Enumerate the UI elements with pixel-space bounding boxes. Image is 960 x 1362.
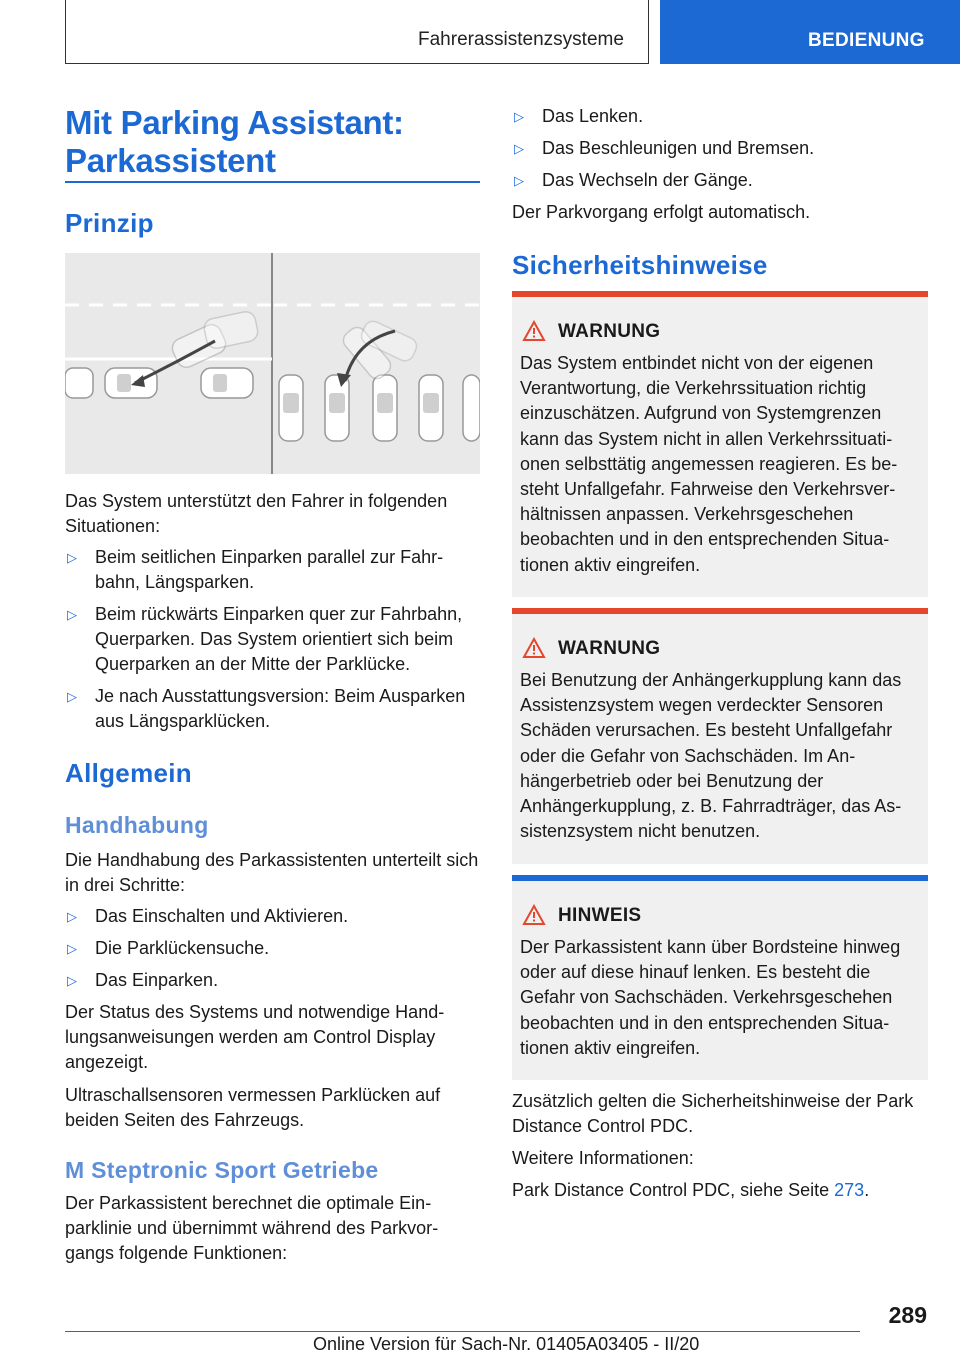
footer-rule (65, 1331, 860, 1332)
triangle-bullet-icon: ▷ (67, 689, 77, 704)
note-bar (512, 875, 928, 881)
note-text: Der Parkassistent kann über Bordsteine hinweg oder auf diese hinauf lenken. Es besteht die Gefahr von Sachschäden. Verkehrsgeschehen beobachten und in den entsprechenden Situationen aktiv eingreifen. (520, 937, 901, 1058)
zusatz-text: Zusätzlich gelten die Sicherheitshinweise der Park Distance Control PDC. (512, 1091, 914, 1136)
heading-msteptronic: M Steptronic Sport Getriebe (65, 1157, 379, 1183)
triangle-bullet-icon: ▷ (514, 109, 524, 124)
status-text: Der Status des Systems und notwendige Handlungsanweisungen werden am Control Display angezeigt. (65, 1002, 445, 1072)
triangle-bullet-icon: ▷ (67, 550, 77, 565)
triangle-bullet-icon: ▷ (514, 141, 524, 156)
ultraschall-text: Ultraschallsensoren vermessen Parklücken auf beiden Seiten des Fahrzeugs. (65, 1085, 441, 1130)
warning-title: WARNUNG (558, 638, 661, 659)
triangle-bullet-icon: ▷ (67, 941, 77, 956)
auto-text: Der Parkvorgang erfolgt automatisch. (512, 202, 811, 222)
heading-sicherheitshinweise: Sicherheitshinweise (512, 250, 768, 280)
footer-version: Online Version für Sach-Nr. 01405A03405 - II/20 (313, 1334, 700, 1354)
page-number: 289 (888, 1302, 927, 1328)
list-item: ▷ Das Einparken. (65, 968, 480, 993)
warning-triangle-icon (522, 320, 546, 342)
list-item: ▷ Das Lenken. (512, 104, 927, 129)
intro-text: Das System unterstützt den Fahrer in folgenden Situationen: (65, 491, 448, 536)
header-tab-label: BEDIENUNG (808, 30, 925, 51)
list-item: ▷ Das Beschleunigen und Bremsen. (512, 136, 927, 161)
handhabung-text: Die Handhabung des Parkassistenten unterteilt sich in drei Schritte: (65, 850, 479, 895)
triangle-bullet-icon: ▷ (67, 973, 77, 988)
heading-allgemein: Allgemein (65, 758, 192, 788)
warning-text: Das System entbindet nicht von der eigenen Verantwortung, die Verkehrssituation richtig einzuschätzen. Aufgrund von Systemgrenzen kann das System nicht in allen Verkehrssituationen selbsttätig angemessen reagieren. Es besteht Unfallgefahr. Fahrweise den Verkehrsverhältnissen anpassen. Verkehrsgeschehen beobachten und in den entsprechenden Situationen aktiv eingreifen. (520, 353, 898, 575)
page-link[interactable]: 273 (834, 1180, 865, 1200)
list-item: ▷ Beim seitlichen Einparken parallel zur Fahrbahn, Längsparken. (67, 547, 444, 592)
list-item: ▷ Die Parklückensuche. (65, 936, 480, 961)
warning-triangle-icon (522, 637, 546, 659)
note-box (512, 875, 928, 1080)
msteptronic-text: Der Parkassistent berechnet die optimale Einparklinie und übernimmt während des Parkvorgangs folgende Funktionen: (65, 1193, 439, 1263)
heading-prinzip: Prinzip (65, 208, 154, 238)
parking-illustration (65, 253, 480, 474)
header-tab[interactable] (660, 0, 960, 64)
warning-bar (512, 291, 928, 297)
list-item: ▷ Das Wechseln der Gänge. (512, 168, 927, 193)
list-item: ▷ Beim rückwärts Einparken quer zur Fahrbahn, Querparken. Das System orientiert sich beim Querparken an der Mitte der Parklücke. (67, 604, 463, 674)
warning-title: WARNUNG (558, 321, 661, 342)
note-title: HINWEIS (558, 905, 642, 926)
list-item: ▷ Das Einschalten und Aktivieren. (65, 904, 480, 929)
warning-text: Bei Benutzung der Anhängerkupplung kann das Assistenzsystem wegen verdeckter Sensoren Schäden verursachen. Es besteht Unfallgefahr oder die Gefahr von Sachschäden. Im Anhängerbetrieb oder bei Benutzung der Anhängerkupplung, z. B. Fahrradträger, das Assistenzsystem nicht benutzen. (520, 670, 902, 842)
title-rule (65, 181, 480, 183)
triangle-bullet-icon: ▷ (67, 909, 77, 924)
notice-triangle-icon (522, 904, 546, 926)
weitere-text: Weitere Informationen: (512, 1148, 694, 1168)
page-title: Mit Parking Assistant: Parkassistent (65, 104, 404, 179)
header-section-title: Fahrerassistenzsysteme (418, 29, 624, 50)
triangle-bullet-icon: ▷ (514, 173, 524, 188)
warning-box (512, 608, 928, 864)
warning-bar (512, 608, 928, 614)
heading-handhabung: Handhabung (65, 812, 209, 838)
pdc-reference: Park Distance Control PDC, siehe Seite 273. (512, 1180, 870, 1200)
triangle-bullet-icon: ▷ (67, 607, 77, 622)
list-item: ▷ Je nach Ausstattungsversion: Beim Ausparken aus Längsparklücken. (67, 686, 466, 731)
warning-box (512, 291, 928, 597)
